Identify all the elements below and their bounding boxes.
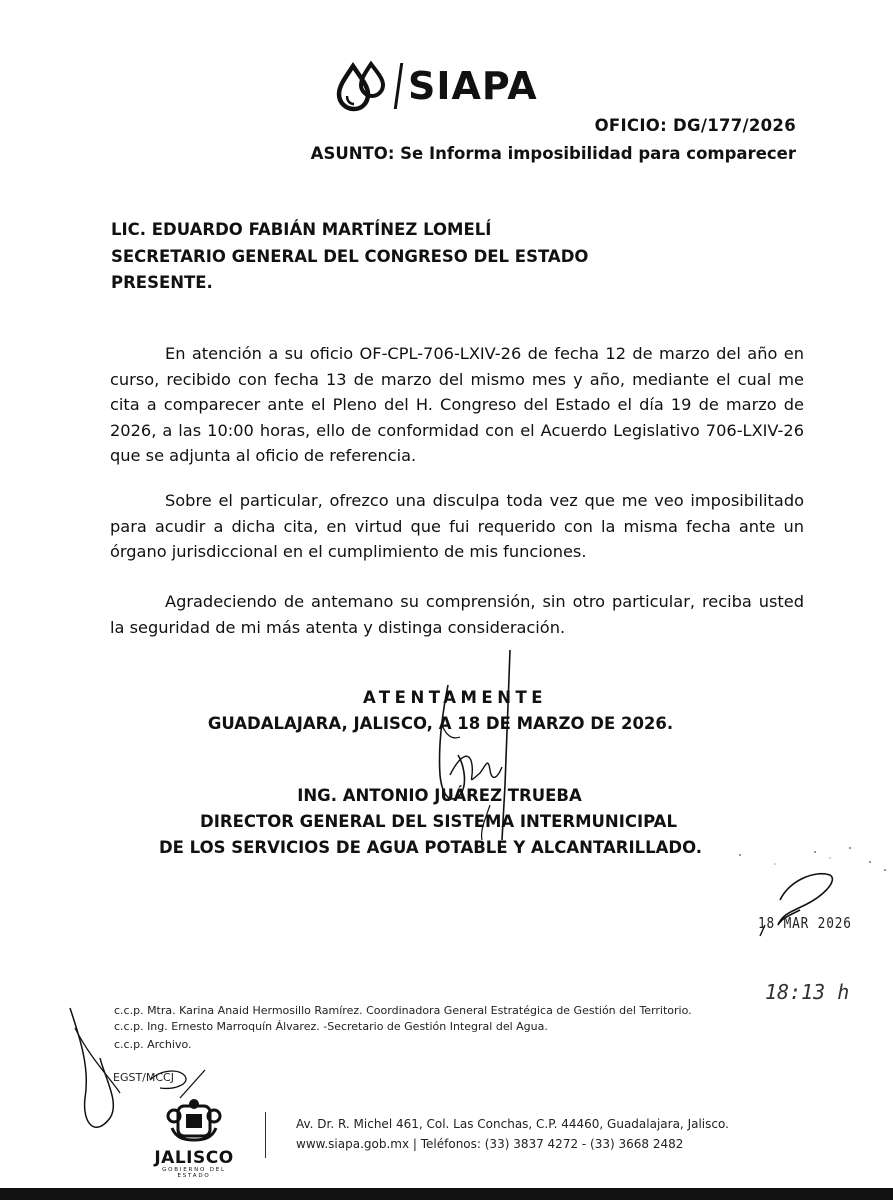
initials: EGST/MCCJ — [113, 1071, 174, 1084]
paragraph-1-text: En atención a su oficio OF-CPL-706-LXIV-26 de fecha 12 de marzo del año en curso, recibido con fecha 13 de marzo del mismo mes y año, mediante el cual me cita a comparecer ante el Pleno del H. Congreso del Estado el día 19 de marzo de 2026, a las 10:00 horas, ello de conformidad con el Acuerdo Legislativo 706-LXIV-26 que se adjunta al oficio de referencia. — [110, 344, 804, 466]
footer-divider — [265, 1112, 266, 1158]
signer-title-line-2: DE LOS SERVICIOS DE AGUA POTABLE Y ALCANTARILLADO. — [158, 838, 703, 857]
asunto-line: ASUNTO: Se Informa imposibilidad para comparecer — [310, 144, 796, 163]
stamp-time: 18:13 h — [765, 980, 850, 1004]
bottom-edge — [0, 1188, 893, 1200]
ccp-line-2: c.c.p. Ing. Ernesto Marroquín Álvarez. -Secretario de Gestión Integral del Agua. — [114, 1020, 548, 1033]
addressee-title: SECRETARIO GENERAL DEL CONGRESO DEL ESTADO — [111, 246, 589, 266]
addressee-name: LIC. EDUARDO FABIÁN MARTÍNEZ LOMELÍ — [111, 220, 492, 239]
siapa-logo — [335, 58, 538, 114]
oficio-number: OFICIO: DG/177/2026 — [594, 116, 796, 135]
signer-title-line-1: DIRECTOR GENERAL DEL SISTEMA INTERMUNICIPAL — [200, 812, 677, 831]
ccp-line-3: c.c.p. Archivo. — [114, 1038, 192, 1051]
body-paragraph-3 — [110, 589, 804, 640]
jalisco-logo — [148, 1098, 240, 1179]
jalisco-coat-of-arms-icon — [164, 1098, 224, 1142]
body-paragraph-2 — [110, 488, 804, 565]
footer-contact-line: www.siapa.gob.mx | Teléfonos: (33) 3837 4272 - (33) 3668 2482 — [296, 1137, 684, 1151]
closing-place-date: GUADALAJARA, JALISCO, A 18 DE MARZO DE 2026. — [207, 714, 674, 733]
addressee-block — [111, 217, 588, 297]
ccp-line-1: c.c.p. Mtra. Karina Anaid Hermosillo Ramírez. Coordinadora General Estratégica de Gestión del Territorio. — [114, 1004, 692, 1017]
addressee-presente: PRESENTE. — [111, 273, 213, 292]
logo-divider — [394, 63, 403, 109]
closing-atentamente: ATENTAMENTE — [362, 688, 548, 707]
signer-name: ING. ANTONIO JUÁREZ TRUEBA — [297, 786, 582, 805]
footer-address: Av. Dr. R. Michel 461, Col. Las Conchas, C.P. 44460, Guadalajara, Jalisco. — [296, 1117, 729, 1131]
jalisco-subtitle: GOBIERNO DEL ESTADO — [162, 1167, 226, 1179]
paragraph-3-text: Agradeciendo de antemano su comprensión, sin otro particular, reciba usted la seguridad de mi más atenta y distinga consideración. — [110, 592, 804, 637]
body-paragraph-1 — [110, 341, 804, 469]
water-drops-icon — [335, 60, 391, 112]
paragraph-2-text: Sobre el particular, ofrezco una disculpa toda vez que me veo imposibilitado para acudir a dicha cita, en virtud que fui requerido con la misma fecha ante un órgano jurisdiccional en el cumplimiento de mis funciones. — [110, 491, 804, 562]
footer-contact — [296, 1114, 729, 1154]
stamp-date: 18 MAR 2026 — [758, 914, 852, 932]
jalisco-name: JALISCO — [154, 1148, 234, 1168]
logo-text: SIAPA — [408, 64, 538, 108]
